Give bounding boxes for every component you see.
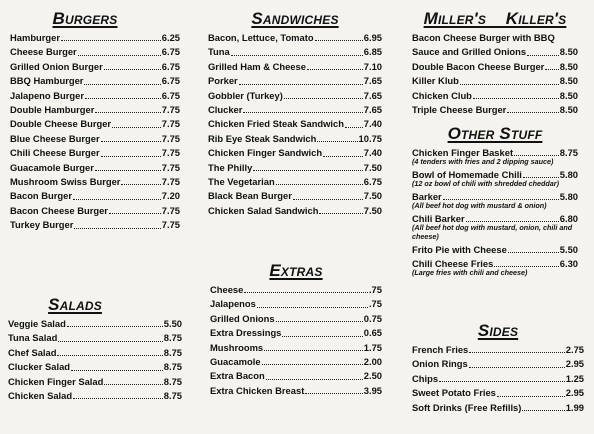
menu-item xyxy=(210,369,382,383)
dot-leader xyxy=(121,183,160,185)
menu-item xyxy=(208,45,382,59)
item-price: 8.50 xyxy=(559,60,578,72)
item-name: Tuna Salad xyxy=(8,332,58,344)
item-price: 7.10 xyxy=(363,60,382,72)
item-name: Grilled Onion Burger xyxy=(10,60,103,72)
dot-leader xyxy=(264,349,363,351)
dot-leader xyxy=(494,265,558,267)
dot-leader xyxy=(57,354,162,356)
item-price: 1.75 xyxy=(363,341,382,353)
item-price: 7.20 xyxy=(161,190,180,202)
item-price: 7.65 xyxy=(363,89,382,101)
section-other-stuff xyxy=(412,125,578,279)
item-price: 2.50 xyxy=(363,370,382,382)
item-note: (All beef hot dog with mustard & onion) xyxy=(412,201,547,211)
menu-item xyxy=(412,31,578,45)
menu-item xyxy=(208,74,382,88)
item-price: 7.65 xyxy=(363,75,382,87)
item-list xyxy=(210,283,382,398)
item-name: Bacon, Lettuce, Tomato xyxy=(208,32,314,43)
dot-leader xyxy=(514,154,559,156)
menu-item xyxy=(10,60,180,74)
item-name: Black Bean Burger xyxy=(208,190,292,202)
item-name: Clucker Salad xyxy=(8,361,71,373)
dot-leader xyxy=(276,320,363,322)
item-name: Rib Eye Steak Sandwich xyxy=(208,132,317,144)
item-price: 8.75 xyxy=(559,147,578,158)
menu-item xyxy=(208,146,382,160)
item-name: Double Hamburger xyxy=(10,104,95,116)
item-price: 1.25 xyxy=(565,372,584,384)
item-price: 6.25 xyxy=(161,32,180,43)
item-list xyxy=(10,31,180,233)
dot-leader xyxy=(266,378,363,380)
dot-leader xyxy=(67,325,163,327)
item-name: Double Cheese Burger xyxy=(10,118,112,130)
item-note: (All beef hot dog with mustard, onion, chili and cheese) xyxy=(412,223,573,241)
item-price: 7.65 xyxy=(363,104,382,116)
menu-item xyxy=(10,132,180,146)
dot-leader xyxy=(257,306,368,308)
dot-leader xyxy=(317,140,357,142)
menu-item xyxy=(8,331,182,345)
dot-leader xyxy=(284,97,363,99)
item-name: Chili Cheese Fries xyxy=(412,258,494,269)
dot-leader xyxy=(293,198,363,200)
item-name: Sauce and Grilled Onions xyxy=(412,46,527,58)
menu-item xyxy=(208,89,382,103)
item-price: 8.75 xyxy=(163,390,182,402)
dot-leader xyxy=(85,97,161,99)
item-price: 8.50 xyxy=(559,104,578,116)
dot-leader xyxy=(276,183,363,185)
menu-item xyxy=(412,386,584,400)
item-name: Jalapenos xyxy=(210,298,256,310)
item-price: 6.95 xyxy=(363,32,382,43)
menu-item xyxy=(210,384,382,398)
menu-item xyxy=(208,31,382,45)
dot-leader xyxy=(466,220,559,222)
item-name: Jalapeno Burger xyxy=(10,89,84,101)
item-name: Chicken Fried Steak Sandwich xyxy=(208,118,344,130)
item-name: Chicken Finger Sandwich xyxy=(208,147,323,159)
dot-leader xyxy=(253,169,362,171)
menu-item xyxy=(412,60,578,74)
item-list xyxy=(8,317,182,403)
menu-item xyxy=(412,243,578,257)
dot-leader xyxy=(460,83,559,85)
item-name: Guacamole Burger xyxy=(10,161,94,173)
item-price: 1.99 xyxy=(565,401,584,413)
item-name: Extra Dressings xyxy=(210,327,282,339)
item-name: Frito Pie with Cheese xyxy=(412,243,507,255)
item-price: 7.75 xyxy=(161,219,180,231)
item-price: .75 xyxy=(368,284,382,295)
dot-leader xyxy=(244,291,368,293)
item-name: Soft Drinks (Free Refills) xyxy=(412,401,522,413)
item-price: 6.75 xyxy=(363,176,382,188)
dot-leader xyxy=(315,39,363,41)
section-title: Extras xyxy=(269,261,323,280)
dot-leader xyxy=(508,251,559,253)
item-price: 8.50 xyxy=(559,46,578,58)
item-price: 7.40 xyxy=(363,118,382,130)
item-name: Chicken Finger Salad xyxy=(8,375,104,387)
item-list xyxy=(412,146,578,278)
menu-item xyxy=(412,343,584,357)
item-name: Double Bacon Cheese Burger xyxy=(412,60,545,72)
menu-item xyxy=(8,360,182,374)
item-name: French Fries xyxy=(412,344,469,355)
item-price: 7.50 xyxy=(363,190,382,202)
item-price: 10.75 xyxy=(358,132,382,144)
item-price: 8.50 xyxy=(559,89,578,101)
dot-leader xyxy=(84,83,160,85)
dot-leader xyxy=(239,83,363,85)
dot-leader xyxy=(61,39,161,41)
dot-leader xyxy=(101,155,161,157)
item-price: 6.75 xyxy=(161,75,180,87)
dot-leader xyxy=(112,126,161,128)
item-note: (12 oz bowl of chili with shredded cheddar) xyxy=(412,179,559,189)
dot-leader xyxy=(101,140,161,142)
item-list xyxy=(412,31,578,117)
dot-leader xyxy=(231,54,363,56)
dot-leader xyxy=(74,227,160,229)
menu-item xyxy=(208,175,382,189)
item-name: Triple Cheese Burger xyxy=(412,104,507,116)
item-name: Gobbler (Turkey) xyxy=(208,89,283,101)
dot-leader xyxy=(473,97,559,99)
item-price: 6.75 xyxy=(161,46,180,58)
menu-item xyxy=(412,372,584,386)
item-name: Chicken Finger Basket xyxy=(412,147,514,158)
dot-leader xyxy=(469,366,565,368)
item-name: Hamburger xyxy=(10,32,61,43)
item-price: 7.75 xyxy=(161,118,180,130)
item-name: Sweet Potato Fries xyxy=(412,387,496,399)
menu-item xyxy=(10,175,180,189)
item-name: Veggie Salad xyxy=(8,318,66,329)
menu-item xyxy=(208,204,382,218)
menu-item xyxy=(10,146,180,160)
item-name: Guacamole xyxy=(210,356,261,368)
section-sides xyxy=(412,322,584,415)
dot-leader xyxy=(545,68,558,70)
dot-leader xyxy=(58,340,162,342)
item-name: Cheese Burger xyxy=(10,46,77,58)
dot-leader xyxy=(104,68,161,70)
item-price: 8.75 xyxy=(163,361,182,373)
menu-item xyxy=(10,161,180,175)
dot-leader xyxy=(282,335,362,337)
item-name: Mushrooms xyxy=(210,341,264,353)
item-price: 8.75 xyxy=(163,346,182,358)
dot-leader xyxy=(95,169,161,171)
item-price: 7.75 xyxy=(161,176,180,188)
menu-item xyxy=(210,297,382,311)
item-price: 7.75 xyxy=(161,204,180,216)
item-name: Extra Chicken Breast xyxy=(210,384,305,396)
item-name: Onion Rings xyxy=(412,358,468,370)
item-price: 8.50 xyxy=(559,75,578,87)
dot-leader xyxy=(73,198,161,200)
item-price: 7.75 xyxy=(161,104,180,116)
dot-leader xyxy=(443,198,559,200)
item-name: Chicken Club xyxy=(412,89,472,101)
dot-leader xyxy=(73,397,163,399)
section-burgers xyxy=(10,10,180,233)
menu-item xyxy=(208,132,382,146)
item-name: Killer Klub xyxy=(412,75,459,87)
dot-leader xyxy=(497,395,565,397)
menu-item xyxy=(412,45,578,59)
section-title: Other Stuff xyxy=(447,124,543,143)
section-salads xyxy=(8,296,182,403)
item-price: 2.00 xyxy=(363,356,382,368)
menu-item xyxy=(10,74,180,88)
item-name: Chicken Salad xyxy=(8,390,73,402)
item-list xyxy=(412,343,584,415)
item-name: Chicken Salad Sandwich xyxy=(208,204,319,216)
dot-leader xyxy=(305,392,362,394)
dot-leader xyxy=(104,383,162,385)
item-price: 7.75 xyxy=(161,147,180,159)
item-price: 6.75 xyxy=(161,60,180,72)
item-price: 2.75 xyxy=(565,344,584,355)
menu-item xyxy=(210,283,382,297)
item-note: (4 tenders with fries and 2 dipping sauce) xyxy=(412,157,554,167)
menu-item xyxy=(412,401,584,415)
menu-item xyxy=(10,103,180,117)
menu-item xyxy=(208,103,382,117)
item-name: Bacon Cheese Burger xyxy=(10,204,108,216)
item-price: 8.75 xyxy=(163,375,182,387)
dot-leader xyxy=(527,54,559,56)
item-price: 5.80 xyxy=(559,191,578,202)
dot-leader xyxy=(243,111,362,113)
item-price: 6.30 xyxy=(559,258,578,269)
item-price: 6.85 xyxy=(363,46,382,58)
menu-item xyxy=(210,326,382,340)
section-title: Sandwiches xyxy=(251,9,339,28)
item-name: Mushroom Swiss Burger xyxy=(10,176,121,188)
item-price: 0.75 xyxy=(363,312,382,324)
item-price: 5.50 xyxy=(163,318,182,329)
dot-leader xyxy=(556,40,577,41)
item-name: Chips xyxy=(412,372,439,384)
item-name: Barker xyxy=(412,191,442,202)
menu-item xyxy=(412,357,584,371)
menu-item xyxy=(208,161,382,175)
menu-item xyxy=(10,204,180,218)
item-price: 5.50 xyxy=(559,243,578,255)
item-list xyxy=(208,31,382,218)
item-price: 2.95 xyxy=(565,387,584,399)
menu-item xyxy=(10,189,180,203)
item-price: 7.75 xyxy=(161,132,180,144)
menu-item xyxy=(10,117,180,131)
item-name: Bowl of Homemade Chili xyxy=(412,169,522,180)
item-price: 2.95 xyxy=(565,358,584,370)
item-name: Turkey Burger xyxy=(10,219,74,231)
item-name: The Vegetarian xyxy=(208,176,275,188)
item-name: Porker xyxy=(208,75,238,87)
item-name: Chef Salad xyxy=(8,346,57,358)
item-name: The Philly xyxy=(208,161,253,173)
item-price: .75 xyxy=(368,298,382,310)
item-price: 6.75 xyxy=(161,89,180,101)
item-name: Chili Barker xyxy=(412,213,465,224)
menu-item xyxy=(10,31,180,45)
section-extras xyxy=(210,262,382,398)
item-note: (Large fries with chili and cheese) xyxy=(412,268,528,278)
dot-leader xyxy=(307,68,363,70)
menu-item xyxy=(210,312,382,326)
item-name: Bacon Cheese Burger with BBQ xyxy=(412,32,555,43)
dot-leader xyxy=(262,363,363,365)
menu-item xyxy=(210,341,382,355)
item-price: 6.80 xyxy=(559,213,578,224)
item-name: Tuna xyxy=(208,46,230,58)
dot-leader xyxy=(319,212,362,214)
item-price: 5.80 xyxy=(559,169,578,180)
menu-item xyxy=(8,375,182,389)
menu-item xyxy=(208,189,382,203)
menu-item xyxy=(8,389,182,403)
item-name: Clucker xyxy=(208,104,243,116)
section-title: Burgers xyxy=(52,9,118,28)
dot-leader xyxy=(95,111,160,113)
item-price: 8.75 xyxy=(163,332,182,344)
menu-item xyxy=(412,89,578,103)
dot-leader xyxy=(439,380,565,382)
menu-item xyxy=(10,218,180,232)
item-name: Grilled Onions xyxy=(210,312,275,324)
item-price: 7.50 xyxy=(363,161,382,173)
menu-item xyxy=(8,346,182,360)
dot-leader xyxy=(522,409,564,411)
dot-leader xyxy=(323,155,363,157)
item-price: 7.75 xyxy=(161,161,180,173)
item-price: 7.50 xyxy=(363,204,382,216)
dot-leader xyxy=(109,212,161,214)
section-sandwiches xyxy=(208,10,382,218)
section-millers-killers xyxy=(412,10,578,117)
dot-leader xyxy=(78,54,161,56)
menu-item xyxy=(412,103,578,117)
menu-item xyxy=(208,60,382,74)
section-title: Sides xyxy=(477,321,519,340)
section-title: Salads xyxy=(48,295,102,314)
section-title: Miller's Killer's xyxy=(423,9,567,28)
menu-item xyxy=(8,317,182,331)
menu-item xyxy=(10,89,180,103)
item-name: Chili Cheese Burger xyxy=(10,147,100,159)
item-name: Blue Cheese Burger xyxy=(10,132,100,144)
dot-leader xyxy=(71,369,163,371)
item-price: 3.95 xyxy=(363,384,382,396)
menu-item xyxy=(10,45,180,59)
menu-item xyxy=(210,355,382,369)
item-name: Grilled Ham & Cheese xyxy=(208,60,306,72)
dot-leader xyxy=(345,126,363,128)
dot-leader xyxy=(469,351,564,353)
item-price: 7.40 xyxy=(363,147,382,159)
dot-leader xyxy=(507,111,558,113)
dot-leader xyxy=(523,176,559,178)
menu-item xyxy=(208,117,382,131)
item-name: Bacon Burger xyxy=(10,190,72,202)
item-name: BBQ Hamburger xyxy=(10,75,84,87)
item-name: Cheese xyxy=(210,284,244,295)
menu-item xyxy=(412,74,578,88)
item-price: 0.65 xyxy=(363,327,382,339)
item-name: Extra Bacon xyxy=(210,370,265,382)
